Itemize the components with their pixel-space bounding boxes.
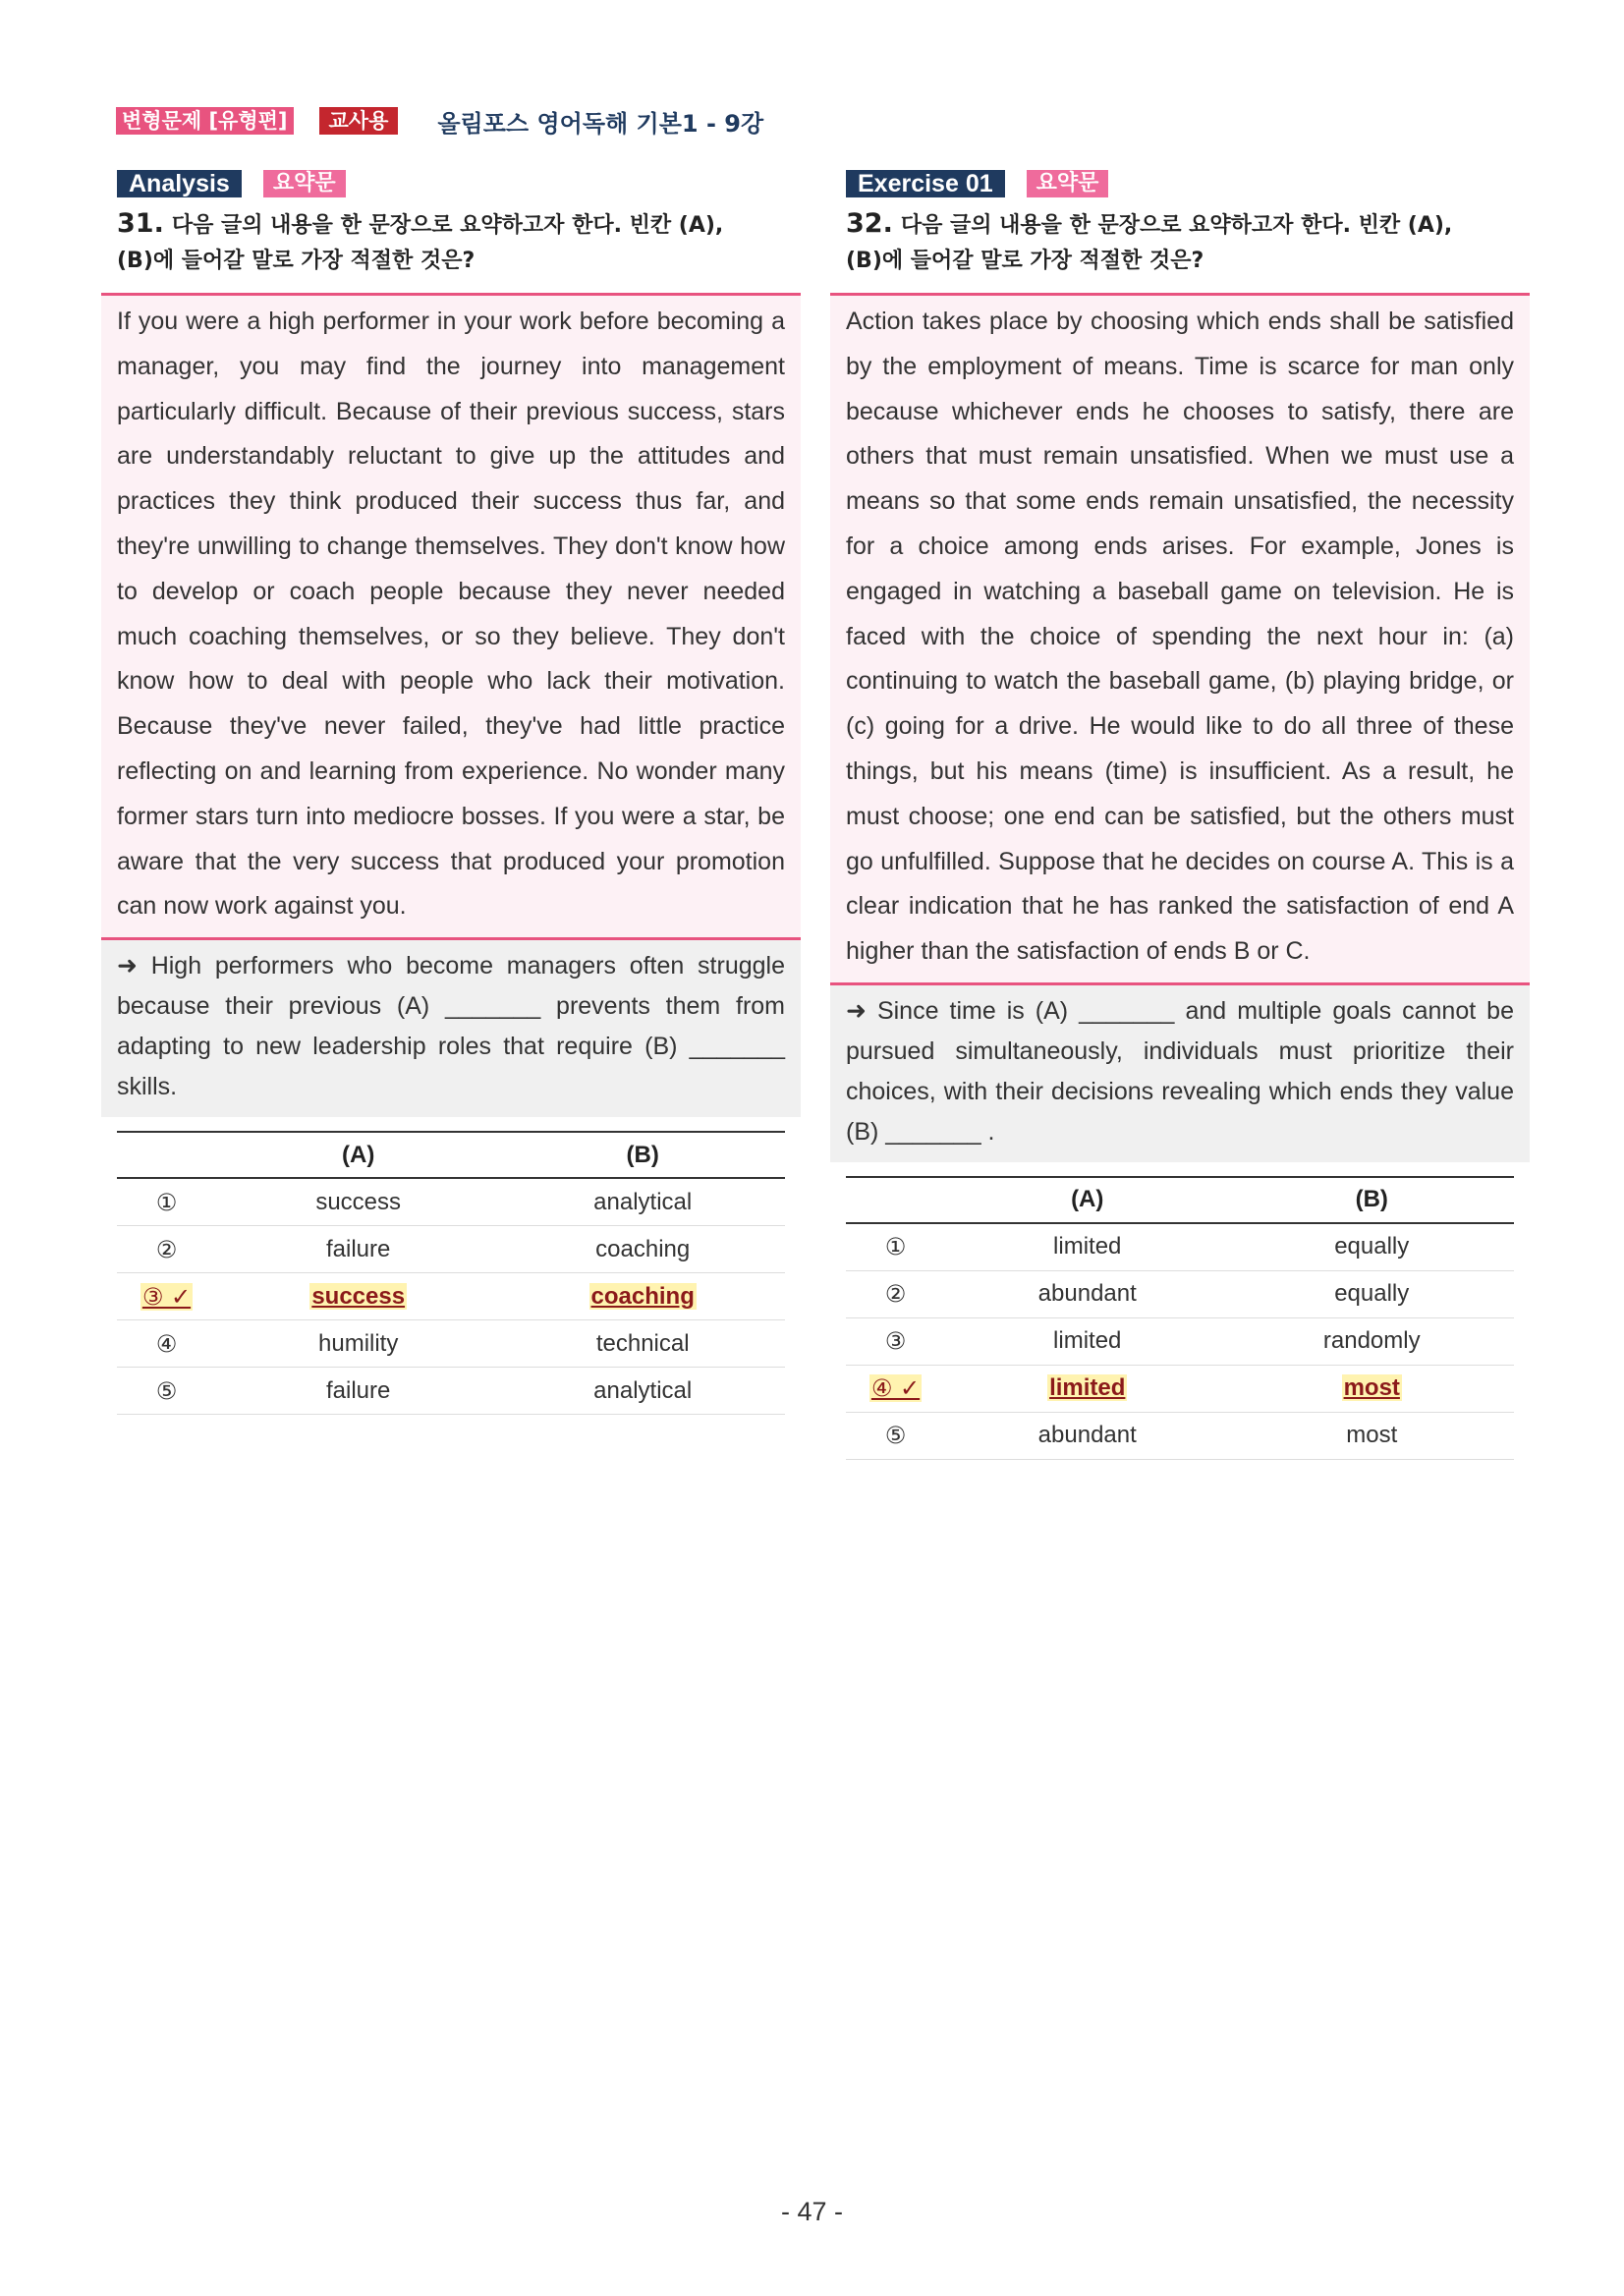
section-badge: Exercise 01 [846,170,1005,197]
choice-a: failure [216,1368,500,1415]
choice-a [216,1273,500,1320]
choice-a: limited [945,1223,1230,1271]
choice-a-text: limited [1049,1374,1126,1402]
question-number: 32. [846,208,893,239]
choice-number: ① [846,1223,945,1271]
choice-a: abundant [945,1412,1230,1459]
choice-b: equally [1229,1270,1514,1317]
choice-number: ③ [846,1317,945,1365]
choice-a: failure [216,1226,500,1273]
choice-b: analytical [500,1368,785,1415]
choice-row[interactable] [117,1226,785,1273]
choice-number: ① [117,1178,216,1226]
choice-row[interactable] [117,1320,785,1368]
answer-choices-table [117,1131,785,1415]
choice-num-header [117,1132,216,1178]
question-line-1: 다음 글의 내용을 한 문장으로 요약하고자 한다. 빈칸 (A), [171,213,724,238]
choice-a: limited [945,1317,1230,1365]
page-number: - 47 - [780,2197,844,2226]
section-badge: Analysis [117,170,242,197]
answer-choices-table [846,1176,1514,1460]
choice-a: abundant [945,1270,1230,1317]
choice-row[interactable] [846,1412,1514,1459]
choice-number-text: ④ ✓ [870,1374,921,1403]
correct-choice-row[interactable] [846,1365,1514,1412]
choice-b: technical [500,1320,785,1368]
teacher-tag: 교사용 [319,107,399,135]
choice-a [945,1365,1230,1412]
question-line-2: (B)에 들어갈 말로 가장 적절한 것은? [117,249,476,273]
choice-b [500,1273,785,1320]
choice-b: most [1229,1412,1514,1459]
choice-b-text: most [1343,1374,1400,1402]
column-a-header: (A) [216,1132,500,1178]
summary-sentence: ➜ High performers who become managers often struggle because their previous (A) _______ prevents them from adapting to new leadership roles that require (B) _______ skills. [101,940,801,1117]
choice-number [117,1273,216,1320]
question-31-column [101,169,801,1415]
page-title: 올림포스 영어독해 기본1 - 9강 [437,109,764,138]
choice-number: ④ [117,1320,216,1368]
choice-a: success [216,1178,500,1226]
passage: Action takes place by choosing which ends shall be satisfied by the employment of means. Time is scarce for man only because whichever ends he chooses to satisfy, there are others that must remain unsatisfied. When we must use a means so that some ends remain unsatisfied, the necessity for a choice among ends arises. For example, Jones is engaged in watching a baseball game on television. He is faced with the choice of spending the next hour in: (a) continuing to watch the baseball game, (b) playing bridge, or (c) going for a drive. He would like to do all three of these things, but his means (time) is insufficient. As a result, he must choose; one end can be satisfied, but the others must go unfulfilled. Suppose that he decides on course A. This is a clear indication that he has ranked the satisfaction of end A higher than the satisfaction of ends B or C. [830,293,1530,985]
choice-row[interactable] [846,1317,1514,1365]
choice-b: analytical [500,1178,785,1226]
choice-number: ⑤ [117,1368,216,1415]
question-prompt [830,206,1530,285]
choice-b: coaching [500,1226,785,1273]
choice-row[interactable] [846,1270,1514,1317]
type-badge: 요약문 [1027,170,1109,197]
type-tag: 변형문제 [유형편] [116,107,294,135]
question-number: 31. [117,208,164,239]
correct-choice-row[interactable] [117,1273,785,1320]
choice-b: equally [1229,1223,1514,1271]
choice-b-text: coaching [590,1282,695,1310]
choice-b: randomly [1229,1317,1514,1365]
type-badge: 요약문 [263,170,346,197]
badges [101,169,801,198]
choice-number: ② [117,1226,216,1273]
choice-b [1229,1365,1514,1412]
question-line-1: 다음 글의 내용을 한 문장으로 요약하고자 한다. 빈칸 (A), [900,213,1453,238]
passage: If you were a high performer in your work before becoming a manager, you may find the journey into management particularly difficult. Because of their previous success, stars are understandably reluctant to give up the attitudes and practices they think produced their success thus far, and they're unwilling to change themselves. They don't know how to develop or coach people because they never needed much coaching themselves, or so they believe. They don't know how to deal with people who lack their motivation. Because they've never failed, they've had little practice reflecting on and learning from experience. No wonder many former stars turn into mediocre bosses. If you were a star, be aware that the very success that produced your promotion can now work against you. [101,293,801,940]
choice-row[interactable] [117,1178,785,1226]
choice-number-text: ③ ✓ [141,1282,192,1311]
badges [830,169,1530,198]
choice-a-text: success [311,1282,406,1310]
choice-a: humility [216,1320,500,1368]
choice-number [846,1365,945,1412]
choice-row[interactable] [117,1368,785,1415]
summary-sentence: ➜ Since time is (A) _______ and multiple goals cannot be pursued simultaneously, individuals must prioritize their choices, with their decisions revealing which ends they value (B) _______ . [830,985,1530,1162]
question-32-column [830,169,1530,1460]
column-b-header: (B) [500,1132,785,1178]
page-header [116,106,763,136]
choice-num-header [846,1177,945,1223]
question-line-2: (B)에 들어갈 말로 가장 적절한 것은? [846,249,1204,273]
choice-number: ② [846,1270,945,1317]
choice-number: ⑤ [846,1412,945,1459]
column-a-header: (A) [945,1177,1230,1223]
column-b-header: (B) [1229,1177,1514,1223]
question-prompt [101,206,801,285]
choice-row[interactable] [846,1223,1514,1271]
